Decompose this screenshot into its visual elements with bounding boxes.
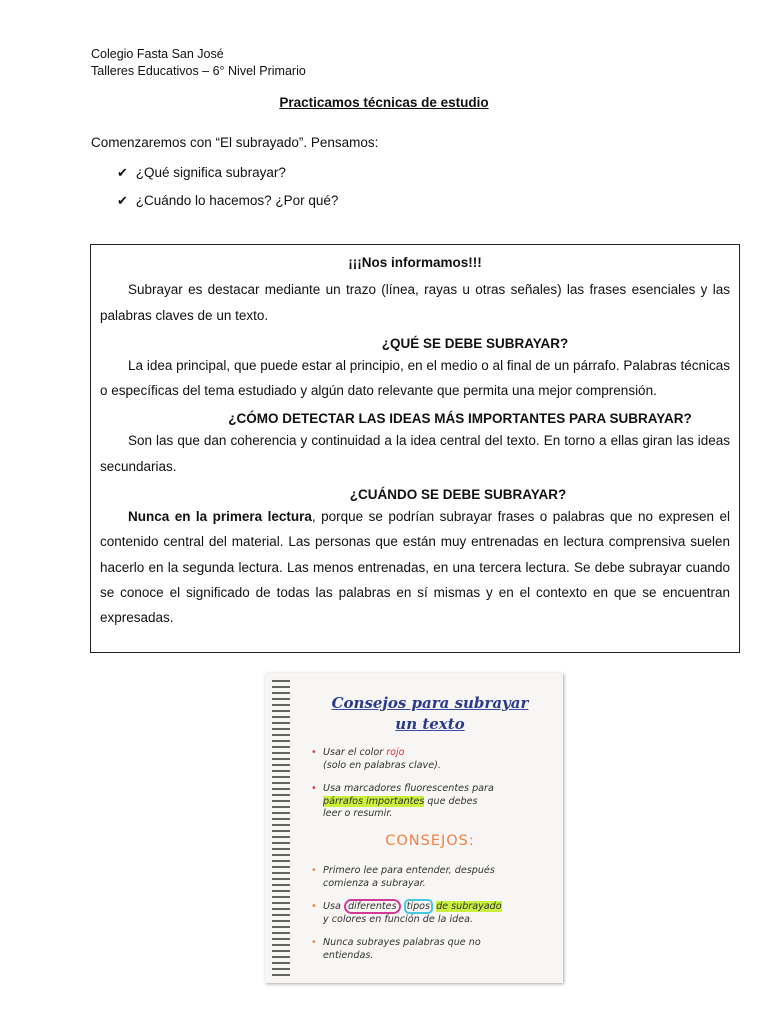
notebook-list-item <box>311 901 551 926</box>
emphasis-text: Nunca en la primera lectura <box>128 509 312 525</box>
intro-text: Comenzaremos con “El subrayado”. Pensamos: <box>91 135 379 150</box>
bullet-icon: • <box>311 901 317 912</box>
definition-paragraph: Subrayar es destacar mediante un trazo (línea, rayas u otras señales) las frases esenciales y las palabras claves de un texto. <box>100 282 730 323</box>
bullet-icon: • <box>311 783 317 794</box>
item-text: Usar el color <box>323 747 387 758</box>
red-word: rojo <box>386 747 405 758</box>
item-text: Nunca subrayes palabras que no <box>323 937 481 948</box>
question-item <box>117 193 338 209</box>
notebook-title-line: Consejos para subrayar <box>331 694 529 712</box>
item-text: Usa marcadores fluorescentes para <box>323 783 494 794</box>
item-text: y colores en función de la idea. <box>323 913 474 925</box>
bullet-icon: • <box>311 937 317 948</box>
program-name: Talleres Educativos – 6° Nivel Primario <box>91 63 306 78</box>
item-text: (solo en palabras clave). <box>323 759 441 771</box>
highlighted-text: de subrayado <box>436 901 502 912</box>
boxed-word: tipos <box>404 899 433 914</box>
school-name: Colegio Fasta San José <box>91 47 224 61</box>
circled-word: diferentes <box>344 899 401 914</box>
spiral-binding-icon <box>269 677 295 979</box>
notebook-image <box>265 673 563 983</box>
notebook-list-item <box>311 865 551 890</box>
item-text: leer o resumir. <box>323 808 393 820</box>
notebook-title <box>307 693 553 735</box>
notebook-list-item <box>311 783 551 821</box>
notebook-title-line: un texto <box>395 715 465 733</box>
page-title-wrapper <box>0 95 768 110</box>
section-paragraph <box>100 504 730 630</box>
document-header <box>91 46 306 79</box>
section-paragraph: La idea principal, que puede estar al principio, en el medio o al final de un párrafo. Palabras técnicas o específicas del tema estudiado y algún dato relevante que permita una mejor comprensión. <box>100 357 730 399</box>
notebook-subheading: CONSEJOS: <box>385 833 475 849</box>
section-paragraph: Son las que dan coherencia y continuidad a la idea central del texto. En torno a ellas giran las ideas secundarias. <box>100 433 730 474</box>
section-paragraph-text: , porque se podrían subrayar frases o palabras que no expresen el contenido central del material. Las personas que están muy entrenadas en lectura comprensiva suelen hacerlo en la segunda lectura. Las menos entrenadas, en una tercera lectura. Se debe subrayar cuando se conoce el significado de todas las palabras en sí mismas y en el contexto en que se encuentran expresadas. <box>100 509 730 626</box>
section-heading: ¿QUÉ SE DEBE SUBRAYAR? <box>381 335 569 351</box>
question-text: ¿Cuándo lo hacemos? ¿Por qué? <box>135 193 339 208</box>
question-text: ¿Qué significa subrayar? <box>135 165 286 180</box>
item-text: comienza a subrayar. <box>323 877 426 889</box>
info-box-heading: ¡¡¡Nos informamos!!! <box>348 255 482 270</box>
info-box <box>90 244 740 653</box>
page-title: Practicamos técnicas de estudio <box>279 95 489 110</box>
question-item <box>117 165 286 181</box>
bullet-icon: • <box>311 865 317 876</box>
item-text: Usa <box>323 901 344 912</box>
section-heading: ¿CÓMO DETECTAR LAS IDEAS MÁS IMPORTANTES PARA SUBRAYAR? <box>228 411 692 427</box>
item-text: Primero lee para entender, después <box>323 865 495 876</box>
highlighted-text: párrafos importantes <box>323 795 425 807</box>
section-heading: ¿CUÁNDO SE DEBE SUBRAYAR? <box>349 487 567 503</box>
checkmark-icon: ✔ <box>117 193 128 208</box>
item-text: que debes <box>424 795 478 807</box>
info-box-content <box>100 245 730 631</box>
checkmark-icon: ✔ <box>117 165 128 180</box>
notebook-list-item <box>311 747 551 772</box>
bullet-icon: • <box>311 747 317 758</box>
notebook-list-item <box>311 937 551 962</box>
item-text: entiendas. <box>323 949 374 961</box>
